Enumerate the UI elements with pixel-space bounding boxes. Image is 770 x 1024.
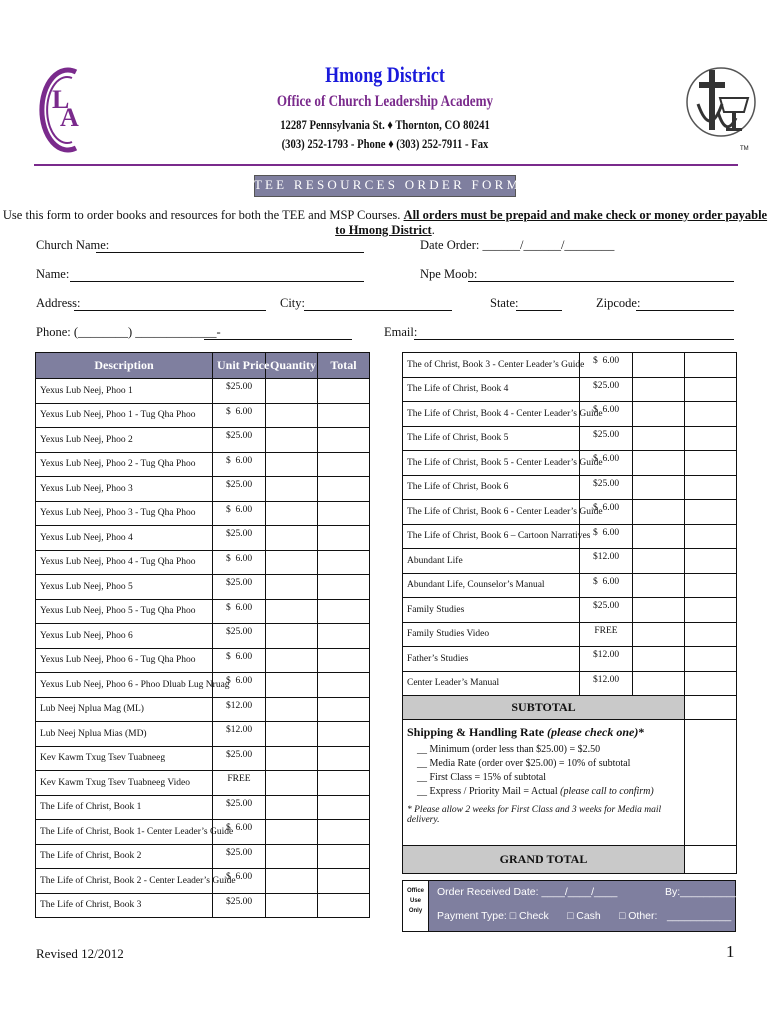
item-total[interactable] (318, 746, 370, 771)
item-description: Yexus Lub Neej, Phoo 1 - Tug Qha Phoo (36, 403, 213, 428)
item-quantity[interactable] (266, 746, 318, 771)
item-unit-price: $ 6.00 (213, 869, 266, 894)
item-description: The of Christ, Book 3 - Center Leader’s Guide (403, 353, 580, 378)
item-unit-price: $12.00 (580, 549, 633, 574)
church-name-label: Church Name: (36, 238, 110, 252)
grand-total-label: GRAND TOTAL (403, 846, 685, 874)
item-unit-price: FREE (580, 622, 633, 647)
item-total[interactable] (685, 647, 737, 672)
item-quantity[interactable] (633, 671, 685, 696)
item-quantity[interactable] (266, 648, 318, 673)
right-row (403, 426, 737, 451)
item-quantity[interactable] (633, 524, 685, 549)
item-quantity[interactable] (633, 598, 685, 623)
item-description: The Life of Christ, Book 4 - Center Leader’s Guide (403, 402, 580, 427)
item-total[interactable] (685, 402, 737, 427)
item-unit-price: $ 6.00 (580, 500, 633, 525)
item-total[interactable] (318, 673, 370, 698)
item-total[interactable] (685, 500, 737, 525)
item-unit-price: $ 6.00 (213, 501, 266, 526)
item-description: The Life of Christ, Book 6 - Center Leader’s Guide (403, 500, 580, 525)
shipping-opt-express-text: __ Express / Priority Mail = Actual (417, 786, 561, 797)
item-total[interactable] (318, 477, 370, 502)
intro-text (0, 208, 770, 238)
order-received-date[interactable]: Order Received Date: ____/____/____ (437, 886, 618, 898)
item-quantity[interactable] (633, 426, 685, 451)
item-description: Father’s Studies (403, 647, 580, 672)
left-row (36, 379, 370, 404)
office-name: Office of Church Leadership Academy (276, 93, 494, 110)
shipping-title-star: * (638, 725, 645, 739)
right-row (403, 622, 737, 647)
item-unit-price: $ 6.00 (213, 673, 266, 698)
left-row (36, 477, 370, 502)
right-row (403, 377, 737, 402)
item-quantity[interactable] (266, 501, 318, 526)
left-row (36, 526, 370, 551)
item-total[interactable] (318, 820, 370, 845)
item-description: The Life of Christ, Book 6 – Cartoon Narratives (403, 524, 580, 549)
left-row (36, 771, 370, 796)
item-description: Yexus Lub Neej, Phoo 5 - Tug Qha Phoo (36, 599, 213, 624)
item-quantity[interactable] (266, 624, 318, 649)
item-quantity[interactable] (633, 353, 685, 378)
item-description: Abundant Life, Counselor’s Manual (403, 573, 580, 598)
item-quantity[interactable] (633, 475, 685, 500)
left-row (36, 428, 370, 453)
right-row (403, 475, 737, 500)
item-description: Yexus Lub Neej, Phoo 5 (36, 575, 213, 600)
item-unit-price: $25.00 (213, 477, 266, 502)
item-unit-price: $ 6.00 (580, 402, 633, 427)
office-tag-2: Use (409, 898, 421, 904)
right-row (403, 500, 737, 525)
email-field[interactable] (414, 339, 734, 340)
right-row (403, 402, 737, 427)
left-row (36, 893, 370, 918)
left-row (36, 746, 370, 771)
item-unit-price: $25.00 (213, 795, 266, 820)
intro-bold: All orders must be prepaid and make check or money order payable to Hmong District (335, 208, 768, 237)
item-description: The Life of Christ, Book 3 (36, 893, 213, 918)
form-title-text: T E E R E S O U R C E S O R D E R F O R M (254, 177, 519, 192)
item-quantity[interactable] (266, 550, 318, 575)
item-unit-price: $ 6.00 (580, 524, 633, 549)
right-row (403, 671, 737, 696)
item-quantity[interactable] (266, 452, 318, 477)
office-tag-1: Office (406, 888, 424, 894)
svg-text:L: L (52, 85, 70, 114)
left-row (36, 795, 370, 820)
item-total[interactable] (318, 428, 370, 453)
item-total[interactable] (318, 722, 370, 747)
item-description: Yexus Lub Neej, Phoo 2 (36, 428, 213, 453)
item-quantity[interactable] (266, 697, 318, 722)
item-quantity[interactable] (266, 673, 318, 698)
item-quantity[interactable] (633, 451, 685, 476)
item-total[interactable] (318, 575, 370, 600)
item-unit-price: $12.00 (580, 647, 633, 672)
item-quantity[interactable] (266, 575, 318, 600)
left-order-table (35, 352, 370, 918)
shipping-title: Shipping & Handling Rate (407, 725, 548, 739)
item-unit-price: $25.00 (213, 893, 266, 918)
left-row (36, 869, 370, 894)
left-row (36, 648, 370, 673)
item-unit-price: $12.00 (580, 671, 633, 696)
item-unit-price: $ 6.00 (580, 573, 633, 598)
payment-type-check[interactable]: Payment Type: □ Check (437, 910, 549, 922)
item-description: The Life of Christ, Book 1- Center Leader’s Guide (36, 820, 213, 845)
item-unit-price: $25.00 (213, 624, 266, 649)
item-unit-price: $25.00 (213, 428, 266, 453)
item-quantity[interactable] (266, 722, 318, 747)
item-description: Family Studies Video (403, 622, 580, 647)
item-description: Center Leader’s Manual (403, 671, 580, 696)
shipping-title-em: (please check one) (547, 725, 639, 739)
zipcode-label: Zipcode: (596, 296, 641, 310)
item-description: Yexus Lub Neej, Phoo 3 - Tug Qha Phoo (36, 501, 213, 526)
item-description: Lub Neej Nplua Mias (MD) (36, 722, 213, 747)
item-description: Yexus Lub Neej, Phoo 6 - Tug Qha Phoo (36, 648, 213, 673)
item-quantity[interactable] (266, 403, 318, 428)
phone-field[interactable] (204, 339, 352, 340)
item-quantity[interactable] (633, 647, 685, 672)
item-total[interactable] (318, 844, 370, 869)
item-description: Kev Kawm Txug Tsev Tuabneeg (36, 746, 213, 771)
item-unit-price: $25.00 (213, 379, 266, 404)
item-quantity[interactable] (266, 844, 318, 869)
phone-field-label: Phone: (________) _____________- (36, 325, 224, 339)
phone-fax-line: (303) 252-1793 - Phone ♦ (303) 252-7911 - Fax (281, 136, 489, 151)
city-label: City: (280, 296, 306, 310)
item-quantity[interactable] (633, 402, 685, 427)
subtotal-label: SUBTOTAL (403, 696, 685, 720)
payment-other-line[interactable]: ___________ (667, 910, 732, 922)
item-total[interactable] (318, 501, 370, 526)
item-quantity[interactable] (266, 795, 318, 820)
item-unit-price: $25.00 (580, 475, 633, 500)
item-unit-price: $25.00 (213, 746, 266, 771)
item-total[interactable] (318, 795, 370, 820)
npe-moob-label: Npe Moob: (420, 267, 478, 281)
item-unit-price: $25.00 (580, 598, 633, 623)
state-field[interactable] (516, 310, 562, 311)
item-description: The Life of Christ, Book 4 (403, 377, 580, 402)
payment-type-cash[interactable]: □ Cash (567, 910, 601, 922)
left-row (36, 403, 370, 428)
page-number: 1 (726, 942, 735, 961)
shipping-value[interactable] (685, 720, 737, 846)
item-description: The Life of Christ, Book 2 (36, 844, 213, 869)
zipcode-field[interactable] (636, 310, 734, 311)
item-quantity[interactable] (266, 820, 318, 845)
shipping-opt-minimum[interactable]: __ Minimum (order less than $25.00) = $2.50 (417, 744, 601, 755)
shipping-opt-express[interactable] (407, 786, 680, 797)
item-total[interactable] (685, 426, 737, 451)
item-total[interactable] (318, 869, 370, 894)
item-quantity[interactable] (266, 526, 318, 551)
item-unit-price: FREE (213, 771, 266, 796)
office-use-box (402, 880, 739, 932)
col-quantity: Quantity (266, 353, 318, 379)
item-description: The Life of Christ, Book 6 (403, 475, 580, 500)
item-total[interactable] (318, 379, 370, 404)
col-total: Total (318, 353, 370, 379)
item-quantity[interactable] (266, 379, 318, 404)
item-total[interactable] (685, 671, 737, 696)
state-label: State: (490, 296, 519, 310)
item-description: The Life of Christ, Book 5 (403, 426, 580, 451)
item-total[interactable] (685, 549, 737, 574)
right-row (403, 353, 737, 378)
item-total[interactable] (685, 475, 737, 500)
item-description: Yexus Lub Neej, Phoo 6 - Phoo Dluab Lug Nruag (36, 673, 213, 698)
intro-end: . (431, 223, 435, 237)
name-label: Name: (36, 267, 70, 281)
revised-date: Revised 12/2012 (36, 946, 124, 961)
item-unit-price: $12.00 (213, 697, 266, 722)
item-description: Family Studies (403, 598, 580, 623)
right-row (403, 451, 737, 476)
received-by[interactable]: By:__________ (665, 886, 739, 898)
shipping-box (403, 720, 685, 846)
shipping-opt-media[interactable]: __ Media Rate (order over $25.00) = 10% of subtotal (417, 758, 631, 769)
address-field[interactable] (74, 310, 266, 311)
org-name: Hmong District (325, 62, 445, 87)
item-total[interactable] (318, 624, 370, 649)
col-unit-price: Unit Price (213, 353, 266, 379)
item-unit-price: $ 6.00 (213, 550, 266, 575)
item-total[interactable] (318, 452, 370, 477)
item-total[interactable] (685, 353, 737, 378)
item-description: Lub Neej Nplua Mag (ML) (36, 697, 213, 722)
subtotal-value[interactable] (685, 696, 737, 720)
name-field[interactable] (70, 281, 364, 282)
item-total[interactable] (318, 526, 370, 551)
item-unit-price: $25.00 (580, 426, 633, 451)
item-unit-price: $25.00 (580, 377, 633, 402)
city-field[interactable] (304, 310, 452, 311)
col-description: Description (36, 353, 213, 379)
right-row (403, 647, 737, 672)
item-total[interactable] (685, 377, 737, 402)
item-description: Yexus Lub Neej, Phoo 2 - Tug Qha Phoo (36, 452, 213, 477)
left-row (36, 722, 370, 747)
grand-total-value[interactable] (685, 846, 737, 874)
left-row (36, 697, 370, 722)
item-description: Yexus Lub Neej, Phoo 4 - Tug Qha Phoo (36, 550, 213, 575)
intro-plain: Use this form to order books and resources for both the TEE and MSP Courses. (2, 208, 401, 222)
item-description: The Life of Christ, Book 1 (36, 795, 213, 820)
svg-text:A: A (60, 103, 79, 132)
item-quantity[interactable] (266, 771, 318, 796)
right-row (403, 524, 737, 549)
item-total[interactable] (685, 524, 737, 549)
item-total[interactable] (318, 550, 370, 575)
trademark-mark: TM (740, 146, 749, 152)
item-quantity[interactable] (266, 869, 318, 894)
right-row (403, 549, 737, 574)
right-row (403, 573, 737, 598)
item-description: The Life of Christ, Book 5 - Center Leader’s Guide (403, 451, 580, 476)
shipping-opt-first-class[interactable]: __ First Class = 15% of subtotal (417, 772, 546, 783)
item-unit-price: $25.00 (213, 575, 266, 600)
item-total[interactable] (318, 648, 370, 673)
item-quantity[interactable] (266, 477, 318, 502)
item-unit-price: $ 6.00 (213, 648, 266, 673)
item-quantity[interactable] (633, 500, 685, 525)
item-total[interactable] (685, 622, 737, 647)
item-total[interactable] (318, 697, 370, 722)
office-tag-3: Only (408, 908, 423, 914)
item-quantity[interactable] (266, 893, 318, 918)
item-description: Yexus Lub Neej, Phoo 4 (36, 526, 213, 551)
item-quantity[interactable] (633, 622, 685, 647)
email-label: Email: (384, 325, 418, 339)
left-row (36, 452, 370, 477)
item-unit-price: $ 6.00 (213, 403, 266, 428)
item-quantity[interactable] (633, 377, 685, 402)
left-row (36, 624, 370, 649)
item-unit-price: $25.00 (213, 526, 266, 551)
item-unit-price: $ 6.00 (213, 452, 266, 477)
item-quantity[interactable] (633, 549, 685, 574)
item-description: Yexus Lub Neej, Phoo 6 (36, 624, 213, 649)
item-description: Yexus Lub Neej, Phoo 3 (36, 477, 213, 502)
item-unit-price: $25.00 (213, 844, 266, 869)
shipping-opt-express-em: (please call to confirm) (560, 786, 654, 797)
left-row (36, 673, 370, 698)
item-unit-price: $ 6.00 (213, 599, 266, 624)
item-description: Yexus Lub Neej, Phoo 1 (36, 379, 213, 404)
item-description: Kev Kawm Txug Tsev Tuabneeg Video (36, 771, 213, 796)
item-unit-price: $ 6.00 (213, 820, 266, 845)
item-total[interactable] (318, 599, 370, 624)
item-quantity[interactable] (266, 428, 318, 453)
npe-moob-field[interactable] (468, 281, 734, 282)
address-line: 12287 Pennsylvania St. ♦ Thornton, CO 80241 (280, 117, 490, 132)
item-quantity[interactable] (633, 573, 685, 598)
item-total[interactable] (318, 771, 370, 796)
left-row (36, 820, 370, 845)
left-row (36, 575, 370, 600)
item-unit-price: $12.00 (213, 722, 266, 747)
payment-type-other[interactable]: □ Other: (619, 910, 658, 922)
item-description: Abundant Life (403, 549, 580, 574)
item-total[interactable] (685, 598, 737, 623)
shipping-note: * Please allow 2 weeks for First Class and 3 weeks for Media mail delivery. (407, 805, 662, 825)
left-row (36, 844, 370, 869)
left-row (36, 550, 370, 575)
church-name-field[interactable] (96, 252, 364, 253)
right-order-table (402, 352, 737, 874)
item-description: The Life of Christ, Book 2 - Center Leader’s Guide (36, 869, 213, 894)
item-unit-price: $ 6.00 (580, 353, 633, 378)
left-row (36, 501, 370, 526)
item-total[interactable] (318, 403, 370, 428)
item-total[interactable] (685, 573, 737, 598)
left-row (36, 599, 370, 624)
item-quantity[interactable] (266, 599, 318, 624)
header-rule (34, 164, 738, 166)
item-total[interactable] (318, 893, 370, 918)
date-order-field[interactable]: Date Order: ______/______/________ (420, 238, 615, 252)
office-use-tag (403, 881, 429, 931)
address-label: Address: (36, 296, 81, 310)
item-unit-price: $ 6.00 (580, 451, 633, 476)
right-row (403, 598, 737, 623)
item-total[interactable] (685, 451, 737, 476)
